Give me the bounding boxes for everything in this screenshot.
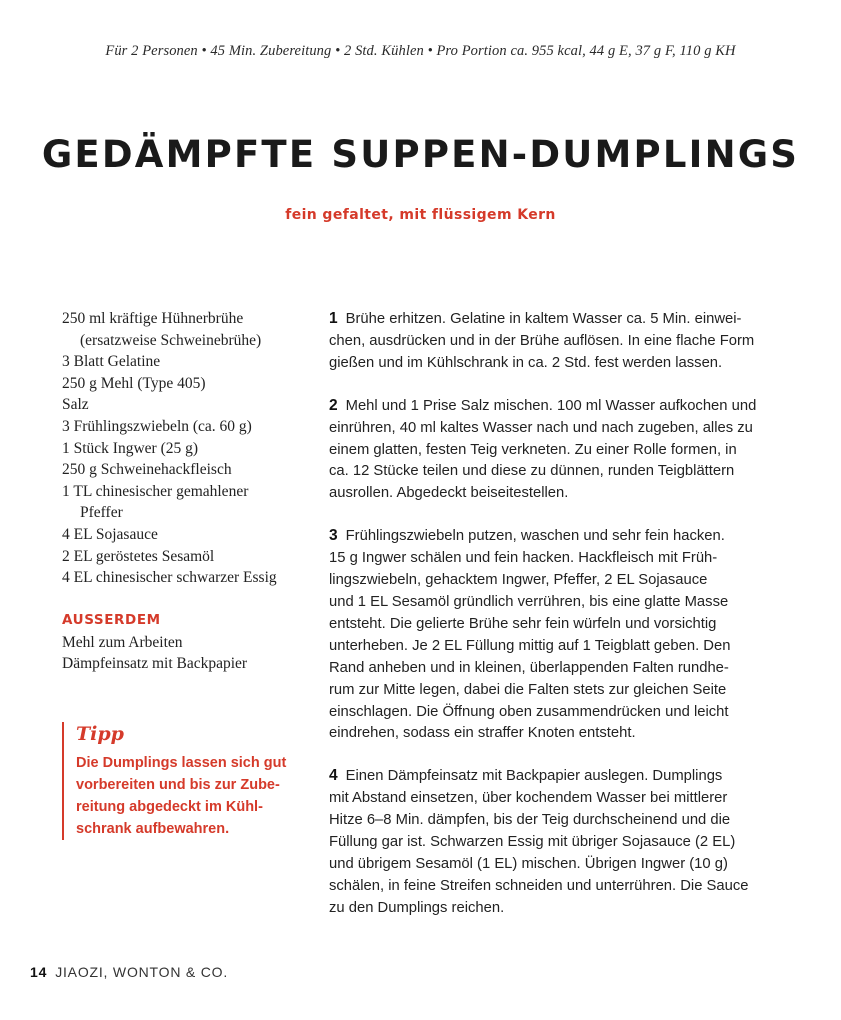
step-line: und 1 EL Sesamöl gründlich verrühren, bis eine glatte Masse [329, 593, 729, 610]
step-line: Brühe erhitzen. Gelatine in kaltem Wasser ca. 5 Min. einwei- [345, 311, 742, 327]
step-number: 1 [329, 310, 338, 327]
step-line: entsteht. Die gelierte Brühe sehr fein würfeln und vorsichtig [329, 615, 717, 632]
step-line: lingszwiebeln, gehacktem Ingwer, Pfeffer, 2 EL Sojasauce [329, 572, 708, 589]
step-line: einem glatten, festen Teig verkneten. Zu einer Rolle formen, in [329, 441, 737, 458]
ingredient-item: 2 EL geröstetes Sesamöl [62, 547, 215, 565]
step-line: Frühlingszwiebeln putzen, waschen und sehr fein hacken. [345, 528, 725, 545]
step-number: 2 [329, 396, 338, 414]
ingredient-item: 1 Stück Ingwer (25 g) [62, 439, 199, 457]
step-line: einschlagen. Die Öffnung oben zusammendrücken und leicht [329, 703, 729, 720]
step-4 [329, 765, 774, 919]
step-line: gießen und im Kühlschrank in ca. 2 Std. fest werden lassen. [329, 354, 723, 371]
page-number: 14 [30, 964, 48, 980]
ingredient-item: 250 ml kräftige Hühnerbrühe [62, 310, 244, 327]
step-line: Hitze 6–8 Min. dämpfen, bis der Teig durchscheinend und die [329, 812, 731, 829]
ingredient-item: 1 TL chinesischer gemahlener [62, 482, 249, 500]
step-line: rum zur Mitte legen, dabei die Falten stets zur gleichen Seite [329, 681, 727, 698]
ingredient-item: 250 g Schweinehackfleisch [62, 461, 232, 479]
tip-line: vorbereiten und bis zur Zube- [76, 777, 280, 793]
step-line: 15 g Ingwer schälen und fein hacken. Hackfleisch mit Früh- [329, 550, 718, 567]
step-line: eindrehen, sodass ein straffer Knoten entsteht. [329, 725, 636, 742]
ingredient-list [62, 308, 312, 589]
step-line: Füllung gar ist. Schwarzen Essig mit übriger Sojasauce (2 EL) [329, 834, 736, 851]
tip-line: reitung abgedeckt im Kühl- [76, 799, 263, 815]
ingredient-item: 4 EL chinesischer schwarzer Essig [62, 569, 277, 587]
step-line: ausrollen. Abgedeckt beiseitestellen. [329, 485, 569, 502]
step-line: mit Abstand einsetzen, über kochendem Wasser bei mittlerer [329, 790, 728, 807]
step-3 [329, 525, 774, 745]
extra-item: Mehl zum Arbeiten [62, 633, 183, 651]
tip-line: schrank aufbewahren. [76, 821, 230, 837]
step-line: Rand anheben und in kleinen, überlappenden Falten rundhe- [329, 659, 729, 676]
ingredient-item: Salz [62, 396, 89, 414]
step-2 [329, 395, 774, 506]
step-line: chen, ausdrücken und in der Brühe auflösen. In eine flache Form [329, 332, 755, 349]
step-number: 3 [329, 527, 338, 545]
step-line: Einen Dämpfeinsatz mit Backpapier auslegen. Dumplings [345, 768, 723, 785]
ingredient-item: 250 g Mehl (Type 405) [62, 374, 206, 392]
extra-equipment-section [62, 610, 312, 675]
recipe-subtitle: fein gefaltet, mit flüssigem Kern [285, 207, 556, 223]
recipe-meta-line: Für 2 Personen • 45 Min. Zubereitung • 2 Std. Kühlen • Pro Portion ca. 955 kcal, 44 g E, 37 g F, 110 g KH [105, 43, 736, 59]
step-line: Mehl und 1 Prise Salz mischen. 100 ml Wasser aufkochen und [345, 397, 757, 414]
ingredient-item: (ersatzweise Schweinebrühe) [80, 331, 262, 349]
step-1 [329, 308, 774, 375]
ingredient-item: 3 Blatt Gelatine [62, 353, 161, 371]
step-line: schälen, in feine Streifen schneiden und unterrühren. Die Sauce [329, 877, 749, 894]
ingredient-item: 4 EL Sojasauce [62, 525, 158, 543]
step-line: einrühren, 40 ml kaltes Wasser nach und nach zugeben, alles zu [329, 419, 753, 436]
extra-item: Dämpfeinsatz mit Backpapier [62, 655, 248, 673]
tip-line: Die Dumplings lassen sich gut [76, 755, 287, 771]
tip-box [62, 722, 314, 840]
instruction-steps [329, 308, 774, 940]
recipe-title: GEDÄMPFTE SUPPEN-DUMPLINGS [41, 133, 800, 176]
page-footer [30, 964, 228, 980]
tip-text [76, 752, 314, 840]
ingredient-item: 3 Frühlingszwiebeln (ca. 60 g) [62, 417, 252, 435]
ingredient-item: Pfeffer [80, 504, 123, 522]
extra-heading: AUSSERDEM [62, 612, 161, 628]
step-line: und übrigem Sesamöl (1 EL) mischen. Übrigen Ingwer (10 g) [329, 855, 728, 872]
section-title: JIAOZI, WONTON & CO. [55, 964, 229, 980]
tip-heading: Tipp [76, 723, 124, 745]
step-line: ca. 12 Stücke teilen und diese zu dünnen, runden Teigblättern [329, 463, 735, 480]
step-line: zu den Dumplings reichen. [329, 899, 505, 916]
step-number: 4 [329, 767, 338, 785]
step-line: unterheben. Je 2 EL Füllung mittig auf 1 Teigblatt geben. Den [329, 637, 731, 654]
